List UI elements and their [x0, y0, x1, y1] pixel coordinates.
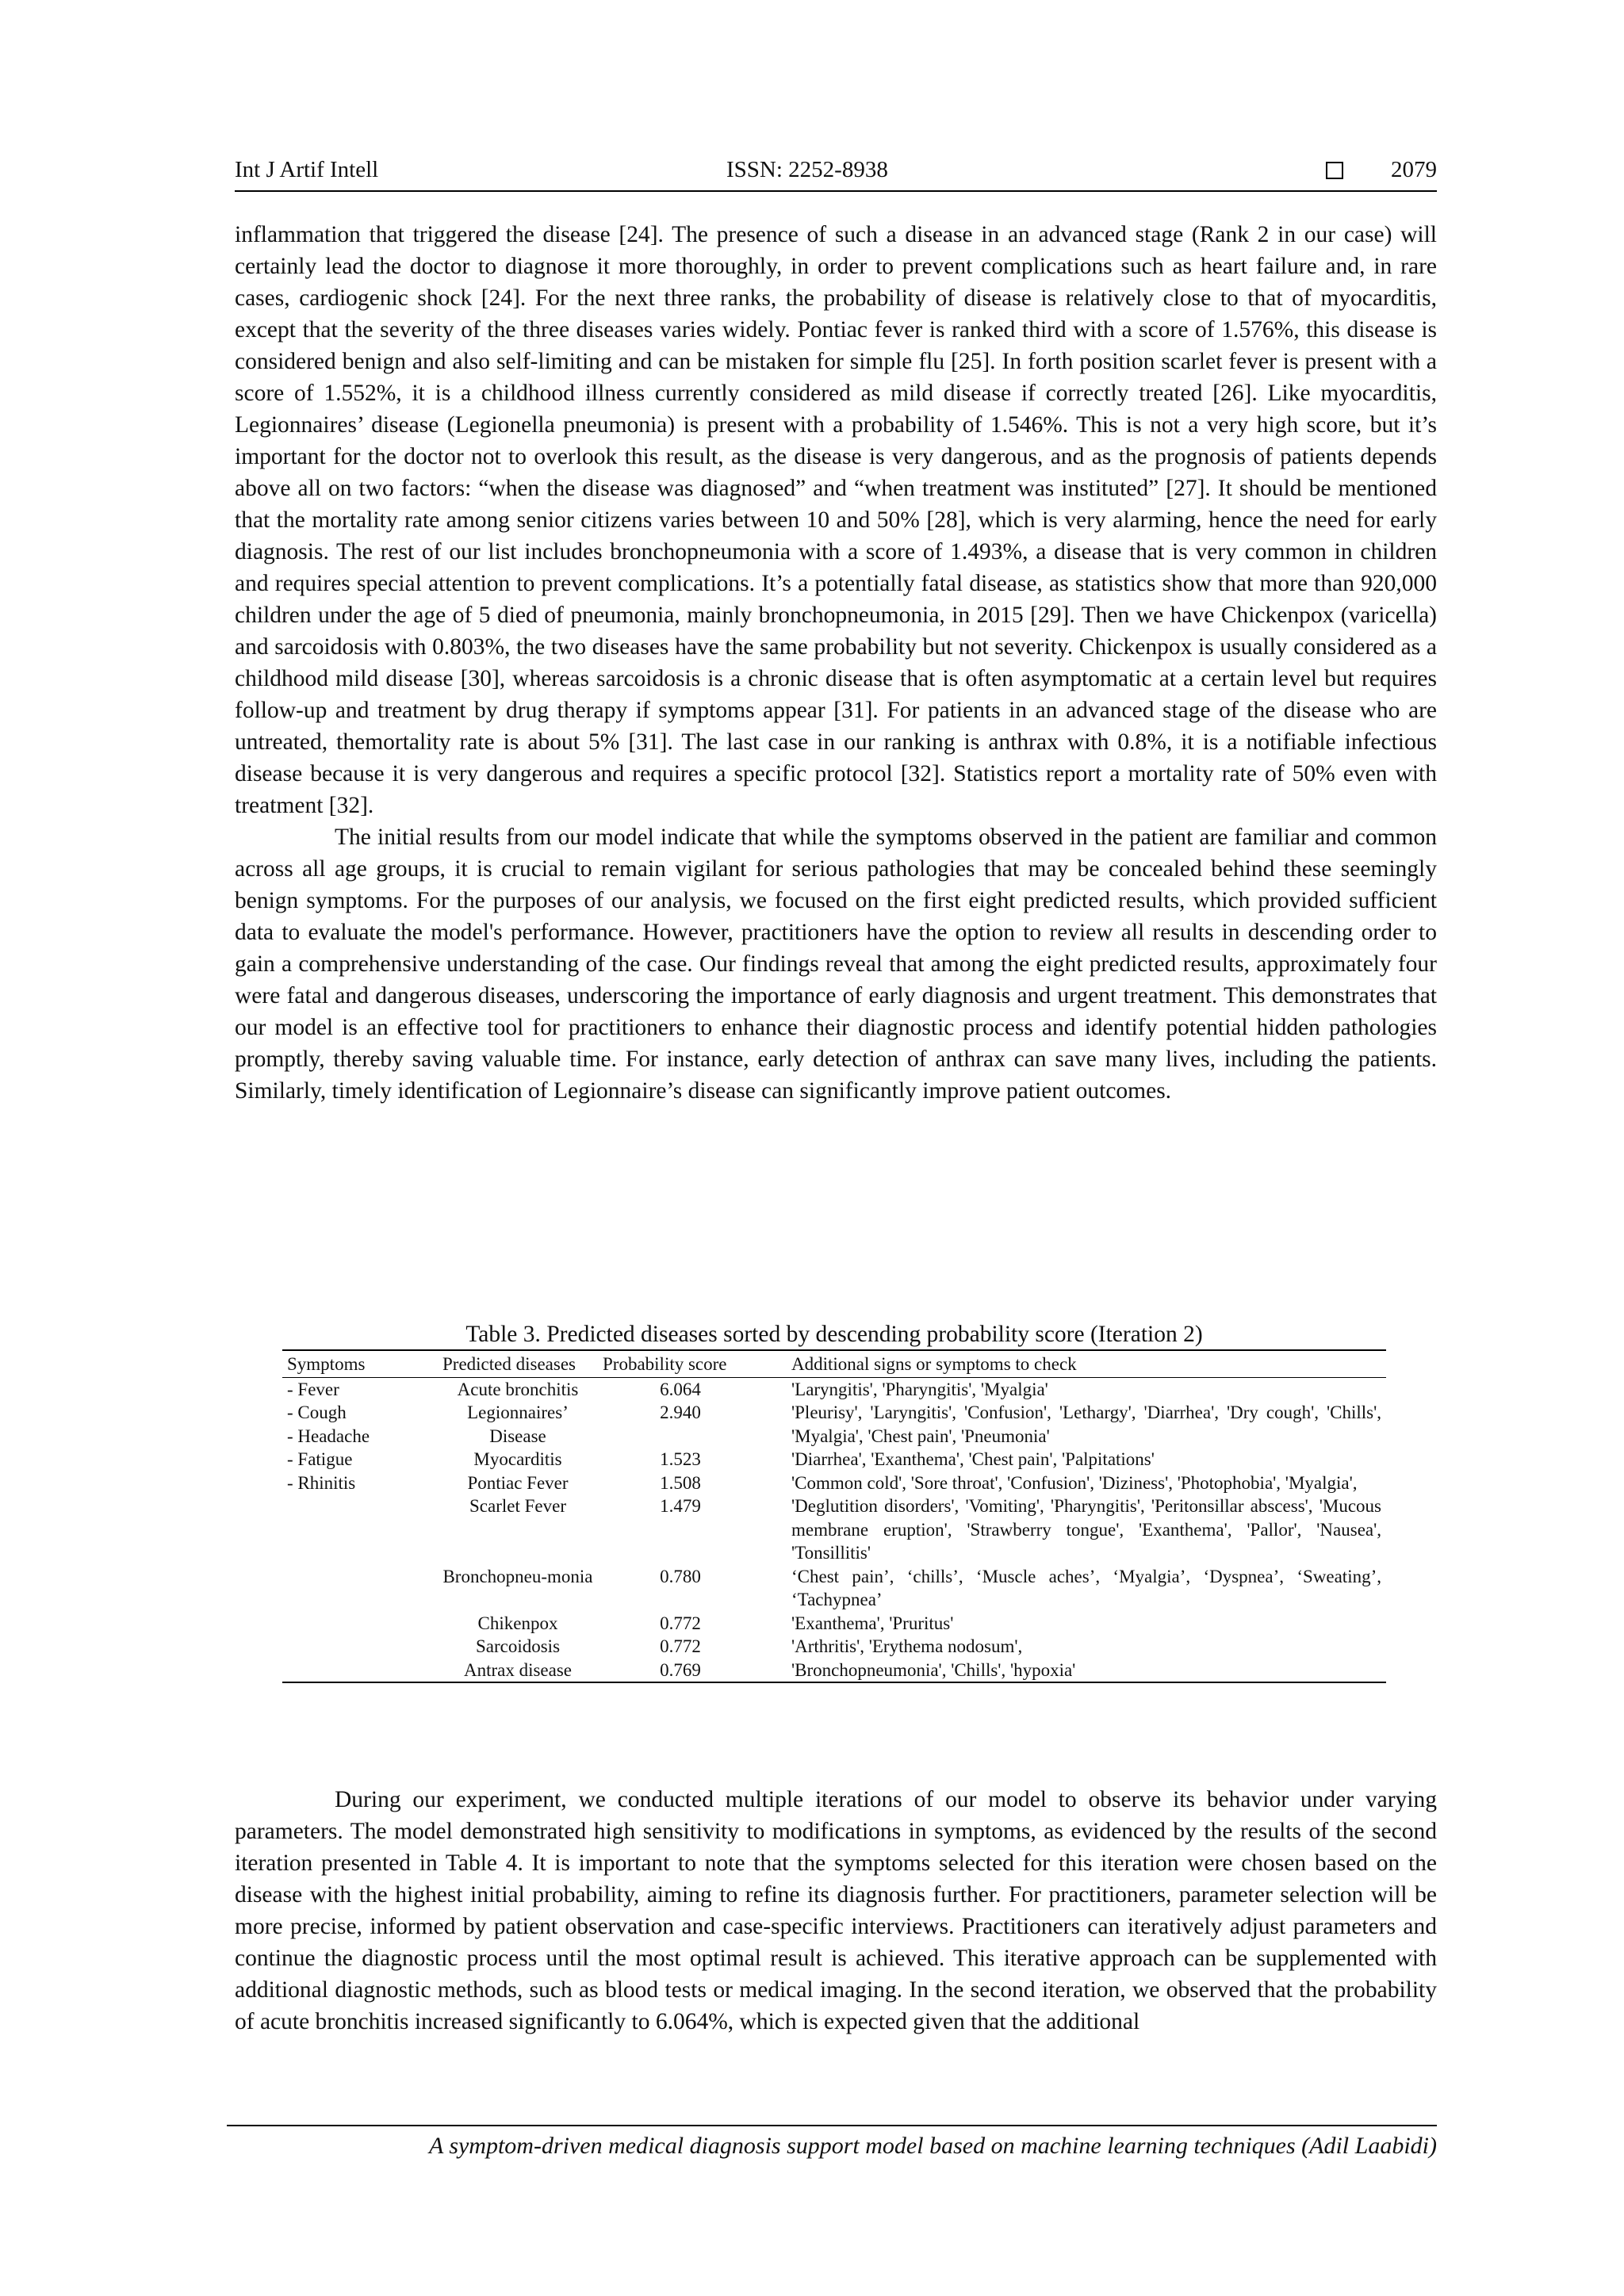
score-cell: 2.940	[660, 1402, 701, 1422]
score-cell: 6.064	[660, 1379, 701, 1399]
table-row	[282, 1471, 1386, 1495]
disease-cell: Bronchopneu-monia	[442, 1566, 593, 1586]
signs-cell: ‘Chest pain’, ‘chills’, ‘Muscle aches’, ‘Myalgia’, ‘Dyspnea’, ‘Sweating’, ‘Tachypnea’	[791, 1566, 1381, 1609]
disease-cell: Chikenpox	[477, 1613, 558, 1633]
table-row	[282, 1612, 1386, 1636]
disease-cell: Acute bronchitis	[457, 1379, 579, 1399]
table-row	[282, 1494, 1386, 1565]
square-icon	[1326, 162, 1343, 179]
table-row	[282, 1377, 1386, 1401]
table-row	[282, 1401, 1386, 1448]
predicted-diseases-table	[282, 1349, 1386, 1683]
body-text-bottom	[235, 1784, 1437, 2038]
signs-cell: 'Pleurisy', 'Laryngitis', 'Confusion', 'Lethargy', 'Diarrhea', 'Dry cough', 'Chills', 'Myalgia', 'Chest pain', 'Pneumonia'	[791, 1402, 1381, 1446]
signs-cell: 'Bronchopneumonia', 'Chills', 'hypoxia'	[791, 1659, 1076, 1680]
signs-cell: 'Common cold', 'Sore throat', 'Confusion', 'Diziness', 'Photophobia', 'Myalgia',	[791, 1472, 1358, 1493]
running-header	[235, 155, 1437, 192]
table-row	[282, 1448, 1386, 1471]
score-cell: 1.508	[660, 1472, 701, 1493]
score-cell: 0.780	[660, 1566, 701, 1586]
score-cell: 0.772	[660, 1636, 701, 1656]
paragraph-1: inflammation that triggered the disease [24]. The presence of such a disease in an advanced stage (Rank 2 in our case) will certainly lead the doctor to diagnose it more thoroughly, in order to prevent complications such as heart failure and, in rare cases, cardiogenic shock [24]. For the next three ranks, the probability of disease is relatively close to that of myocarditis, except that the severity of the three diseases varies widely. Pontiac fever is ranked third with a score of 1.576%, this disease is considered benign and also self-limiting and can be mistaken for simple flu [25]. In forth position scarlet fever is present with a score of 1.552%, it is a childhood illness currently considered as mild disease if correctly treated [26]. Like myocarditis, Legionnaires’ disease (Legionella pneumonia) is present with a probability of 1.546%. This is not a very high score, but it’s important for the doctor not to overlook this result, as the disease is very dangerous, and as the prognosis of patients depends above all on two factors: “when the disease was diagnosed” and “when treatment was instituted” [27]. It should be mentioned that the mortality rate among senior citizens varies between 10 and 50% [28], which is very alarming, hence the need for early diagnosis. The rest of our list includes bronchopneumonia with a score of 1.493%, a disease that is very common in children and requires special attention to prevent complications. It’s a potentially fatal disease, as statistics show that more than 920,000 children under the age of 5 died of pneumonia, mainly bronchopneumonia, in 2015 [29]. Then we have Chickenpox (varicella) and sarcoidosis with 0.803%, the two diseases have the same probability but not severity. Chickenpox is usually considered as a childhood mild disease [30], whereas sarcoidosis is a chronic disease that is often asymptomatic at a certain level but requires follow-up and treatment by drug therapy if symptoms appear [31]. For patients in an advanced stage of the disease who are untreated, themortality rate is about 5% [31]. The last case in our ranking is anthrax with 0.8%, it is a notifiable infectious disease because it is very dangerous and requires a specific protocol [32]. Statistics report a mortality rate of 50% even with treatment [32].	[235, 222, 1437, 818]
header-symptoms: Symptoms	[282, 1350, 438, 1377]
disease-cell: Legionnaires’ Disease	[467, 1402, 569, 1446]
body-text-top	[235, 219, 1437, 1107]
table-caption: Table 3. Predicted diseases sorted by descending probability score (Iteration 2)	[465, 1322, 1203, 1347]
signs-cell: 'Diarrhea', 'Exanthema', 'Chest pain', 'Palpitations'	[791, 1449, 1155, 1469]
disease-cell: Myocarditis	[473, 1449, 562, 1469]
disease-cell: Antrax disease	[463, 1659, 573, 1680]
signs-cell: 'Deglutition disorders', 'Vomiting', 'Pharyngitis', 'Peritonsillar abscess', 'Mucous membrane eruption', 'Strawberry tongue', 'Exanthema', 'Pallor', 'Nausea', 'Tonsillitis'	[791, 1496, 1381, 1563]
page-number: 2079	[1391, 157, 1437, 182]
symptoms-list: - Fever - Cough - Headache - Fatigue - Rhinitis	[287, 1379, 370, 1493]
journal-name: Int J Artif Intell	[235, 157, 379, 182]
signs-cell: 'Exanthema', 'Pruritus'	[791, 1613, 954, 1633]
disease-cell: Scarlet Fever	[469, 1496, 566, 1516]
disease-cell: Pontiac Fever	[467, 1472, 569, 1493]
table-row	[282, 1659, 1386, 1683]
header-additional-signs: Additional signs or symptoms to check	[763, 1350, 1386, 1377]
signs-cell: 'Laryngitis', 'Pharyngitis', 'Myalgia'	[791, 1379, 1048, 1399]
running-footer: A symptom-driven medical diagnosis support model based on machine learning techniques (Adil Laabidi)	[227, 2125, 1437, 2160]
score-cell: 0.769	[660, 1659, 701, 1680]
paragraph-3: During our experiment, we conducted multiple iterations of our model to observe its behavior under varying parameters. The model demonstrated high sensitivity to modifications in symptoms, as evidenced by the results of the second iteration presented in Table 4. It is important to note that the symptoms selected for this iteration were chosen based on the disease with the highest initial probability, aiming to refine its diagnosis further. For practitioners, parameter selection will be more precise, informed by patient observation and case-specific interviews. Practitioners can iteratively adjust parameters and continue the diagnostic process until the most optimal result is achieved. This iterative approach can be supplemented with additional diagnostic methods, such as blood tests or medical imaging. In the second iteration, we observed that the probability of acute bronchitis increased significantly to 6.064%, which is expected given that the additional	[235, 1787, 1437, 2034]
score-cell: 0.772	[660, 1613, 701, 1633]
paragraph-2: The initial results from our model indicate that while the symptoms observed in the patient are familiar and common across all age groups, it is crucial to remain vigilant for serious pathologies that may be concealed behind these seemingly benign symptoms. For the purposes of our analysis, we focused on the first eight predicted results, which provided sufficient data to evaluate the model's performance. However, practitioners have the option to review all results in descending order to gain a comprehensive understanding of the case. Our findings reveal that among the eight predicted results, approximately four were fatal and dangerous diseases, underscoring the importance of early diagnosis and urgent treatment. This demonstrates that our model is an effective tool for practitioners to enhance their diagnostic process and identify potential hidden pathologies promptly, thereby saving valuable time. For instance, early detection of anthrax can save many lives, including the patients. Similarly, timely identification of Legionnaire’s disease can significantly improve patient outcomes.	[235, 825, 1437, 1104]
score-cell: 1.479	[660, 1496, 701, 1516]
issn: ISSN: 2252-8938	[726, 157, 888, 182]
disease-cell: Sarcoidosis	[475, 1636, 561, 1656]
signs-cell: 'Arthritis', 'Erythema nodosum',	[791, 1636, 1023, 1656]
score-cell: 1.523	[660, 1449, 701, 1469]
table-row	[282, 1565, 1386, 1612]
table-header-row	[282, 1350, 1386, 1377]
table-row	[282, 1635, 1386, 1659]
header-predicted-diseases: Predicted diseases	[438, 1350, 598, 1377]
header-probability-score: Probability score	[598, 1350, 763, 1377]
